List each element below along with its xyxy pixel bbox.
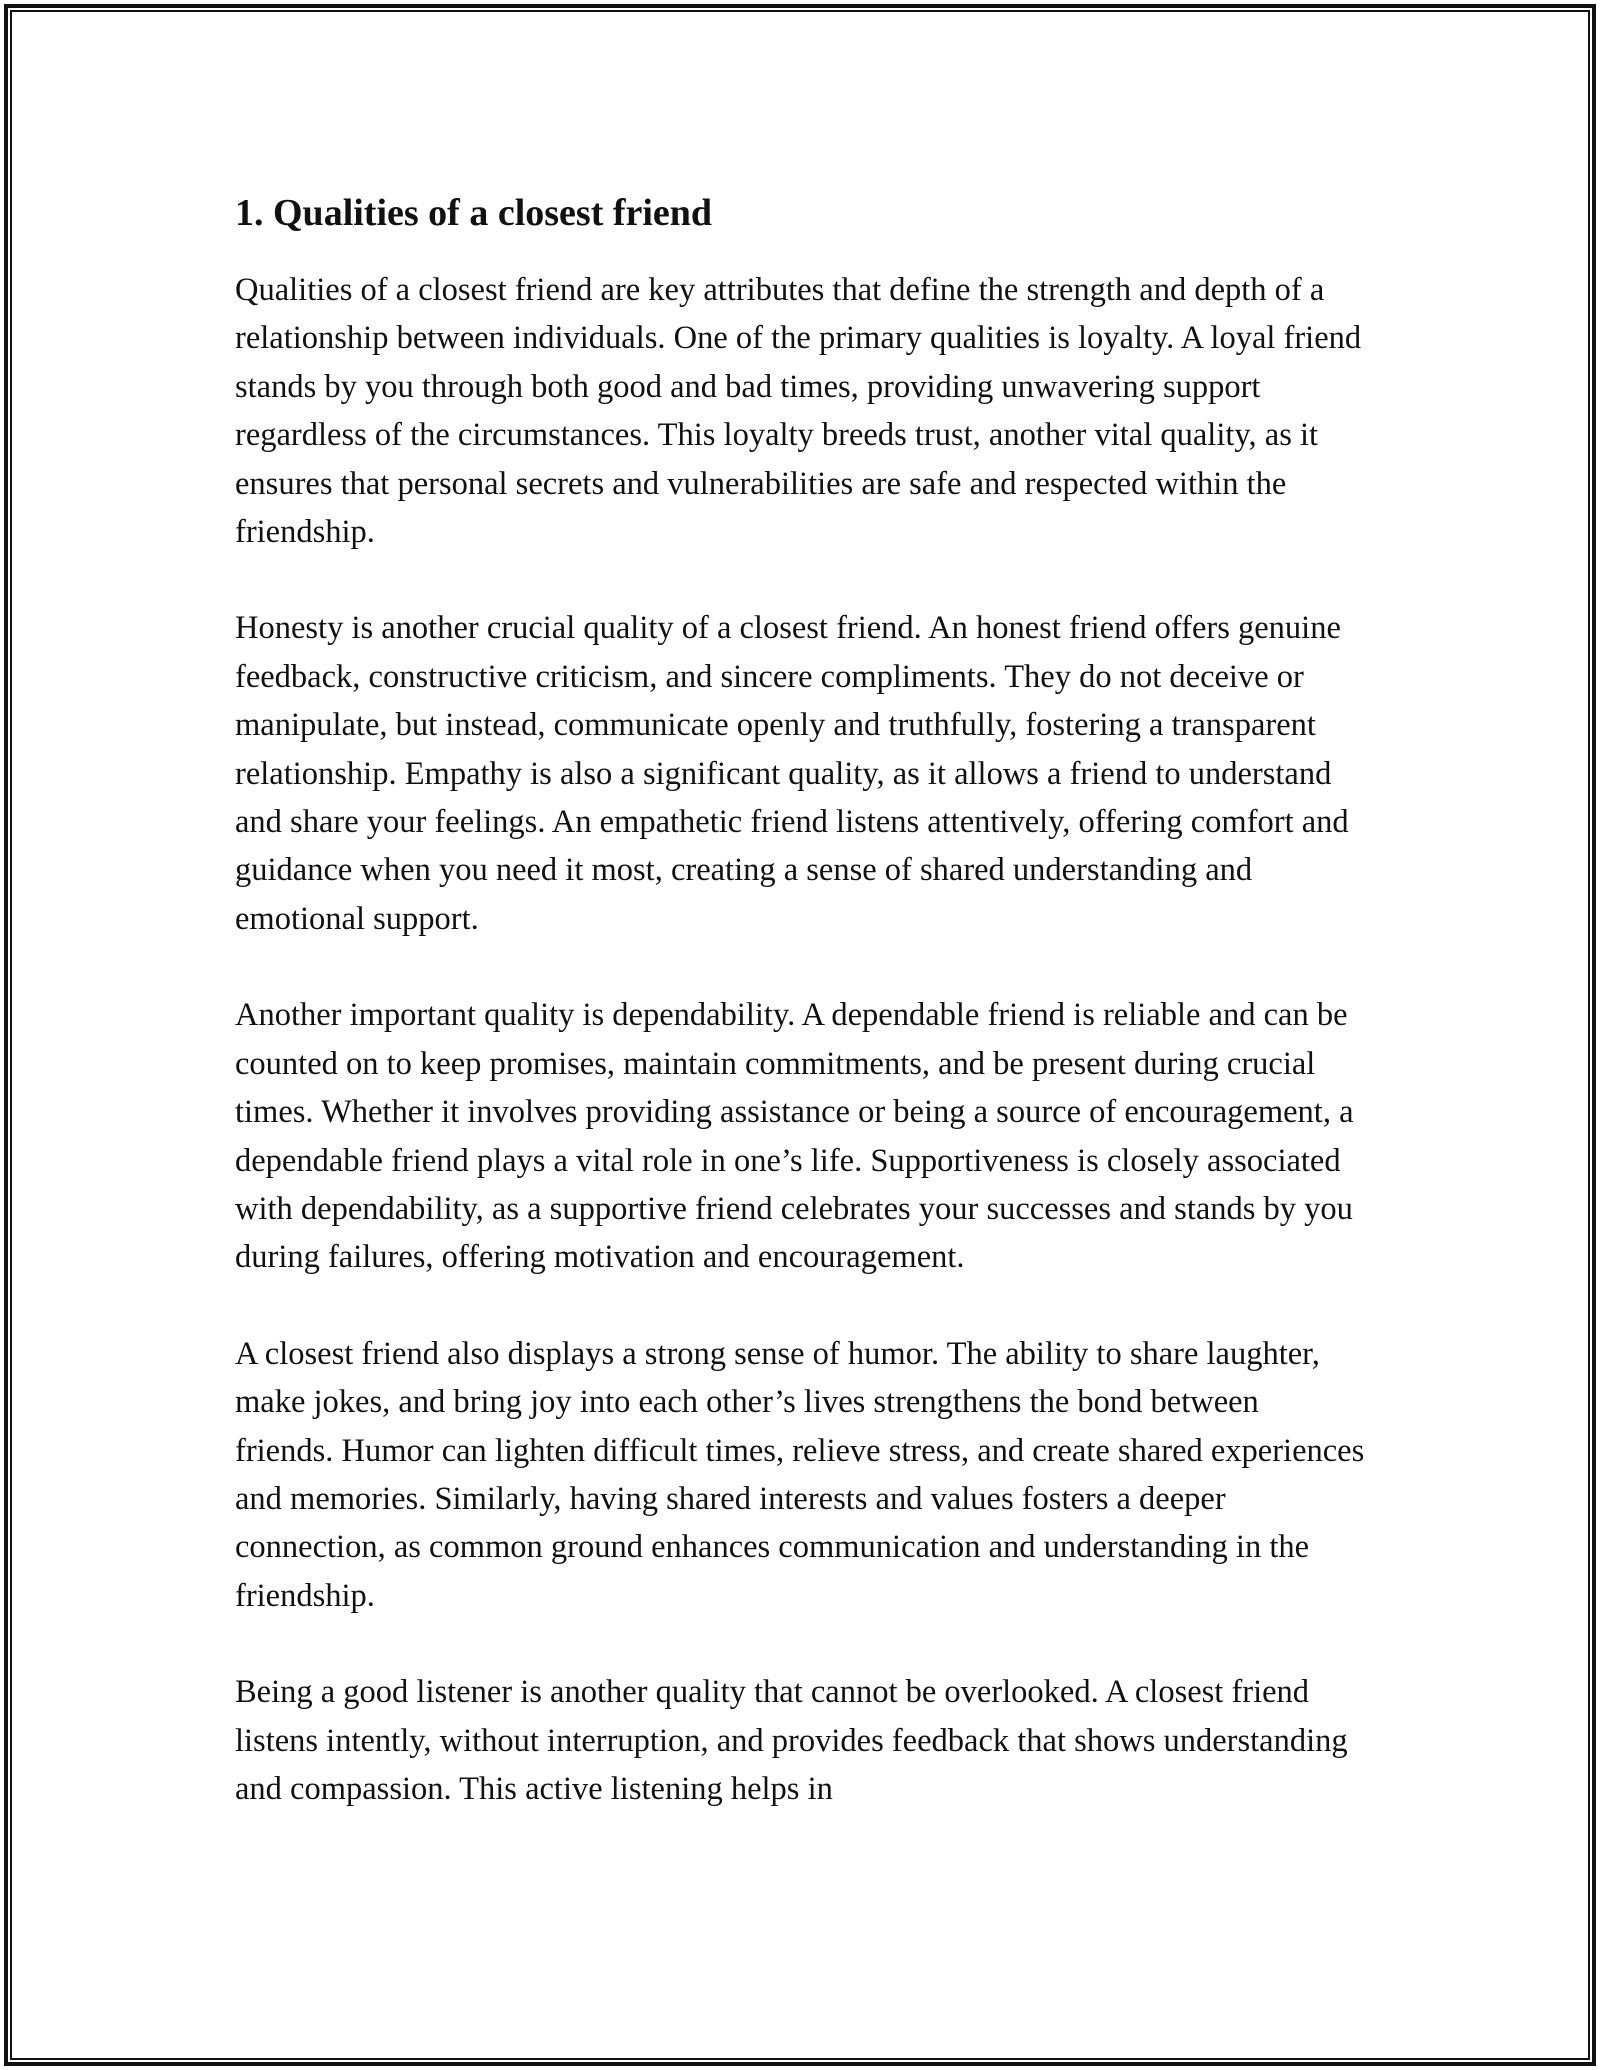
paragraph-loyalty: Qualities of a closest friend are key attributes that define the strength and depth of a relationship between individuals. One of the primary qualities is loyalty. A loyal friend stands by you through both good and bad times, providing unwavering support regardless of the circumstances. This loyalty breeds trust, another vital quality, as it ensures that personal secrets and vulnerabilities are safe and respected within the friendship.	[235, 272, 1362, 551]
document-body	[235, 188, 1365, 1813]
paragraph-humor: A closest friend also displays a strong sense of humor. The ability to share laughter, make jokes, and bring joy into each other’s lives strengthens the bond between friends. Humor can lighten difficult times, relieve stress, and create shared experiences and memories. Similarly, having shared interests and values fosters a deeper connection, as common ground enhances communication and understanding in the friendship.	[235, 1335, 1365, 1614]
section-heading: 1. Qualities of a closest friend	[235, 192, 713, 234]
paragraph-listener: Being a good listener is another quality that cannot be overlooked. A closest friend listens intently, without interruption, and provides feedback that shows understanding and compassion. This active listening helps in	[235, 1674, 1348, 1807]
paragraph-dependability: Another important quality is dependability. A dependable friend is reliable and can be counted on to keep promises, maintain commitments, and be present during crucial times. Whether it involves providing assistance or being a source of encouragement, a dependable friend plays a vital role in one’s life. Supportiveness is closely associated with dependability, as a supportive friend celebrates your successes and stands by you during failures, offering motivation and encouragement.	[235, 997, 1354, 1276]
paragraph-honesty: Honesty is another crucial quality of a closest friend. An honest friend offers genuine feedback, constructive criticism, and sincere compliments. They do not deceive or manipulate, but instead, communicate openly and truthfully, fostering a transparent relationship. Empathy is also a significant quality, as it allows a friend to understand and share your feelings. An empathetic friend listens attentively, offering comfort and guidance when you need it most, creating a sense of shared understanding and emotional support.	[235, 610, 1349, 937]
